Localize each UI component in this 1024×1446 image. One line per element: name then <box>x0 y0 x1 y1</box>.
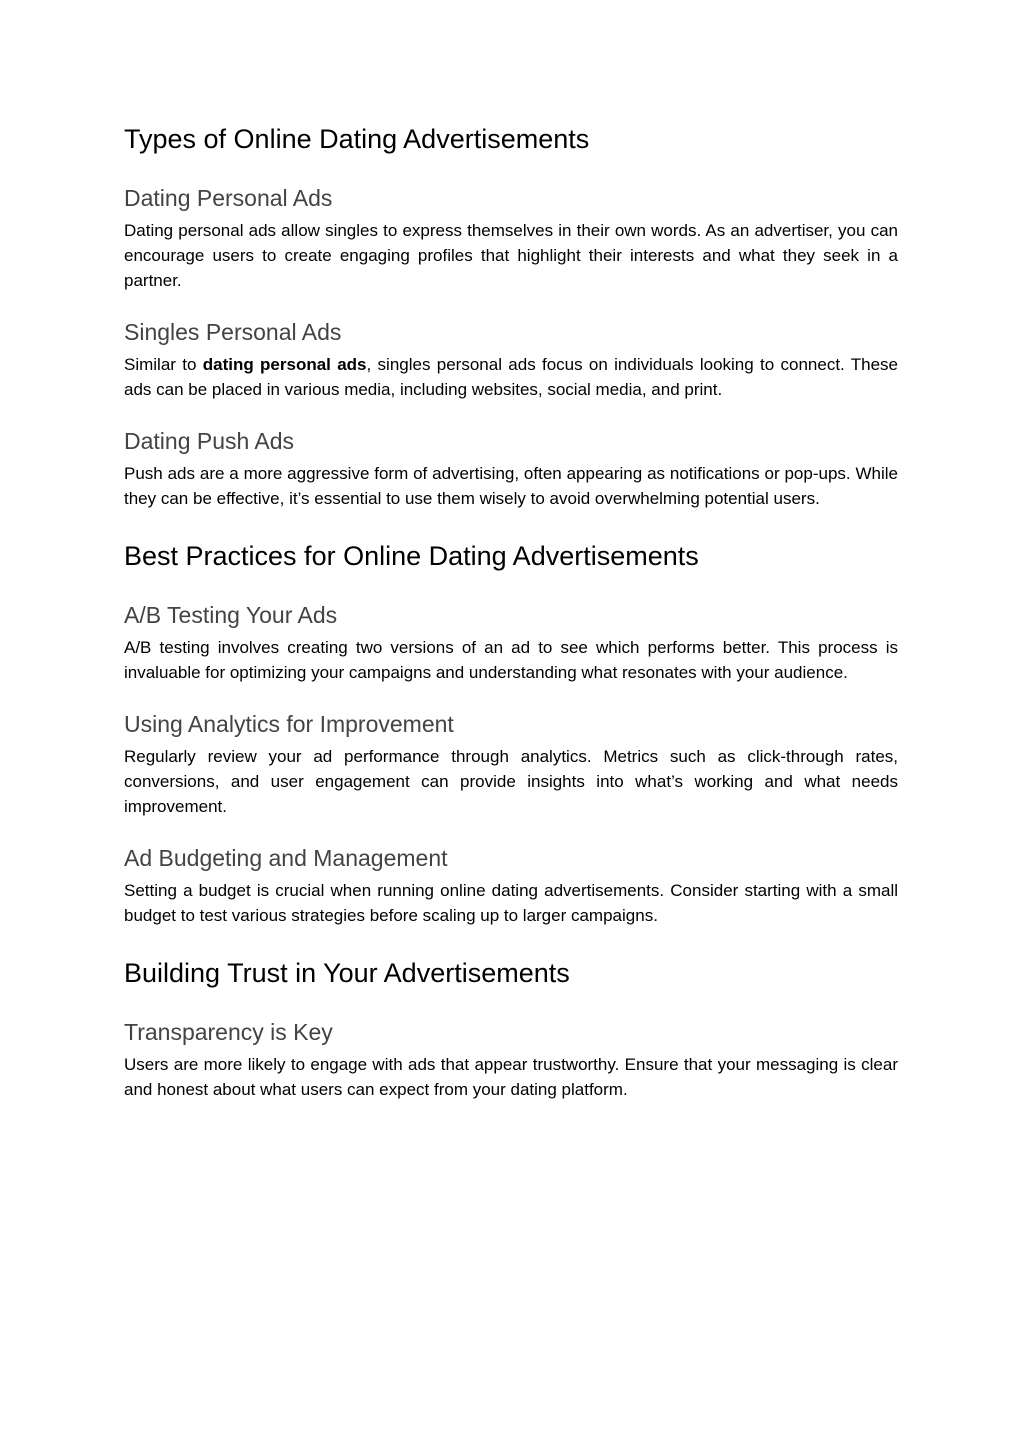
paragraph-dating-personal-ads: Dating personal ads allow singles to express themselves in their own words. As an advertiser, you can encourage users to create engaging profiles that highlight their interests and what they seek in a partner. <box>124 221 898 290</box>
subheading-budgeting: Ad Budgeting and Management <box>124 845 448 871</box>
section-heading-building-trust: Building Trust in Your Advertisements <box>124 958 570 988</box>
section-heading-best-practices: Best Practices for Online Dating Advertisements <box>124 541 699 571</box>
paragraph-ab-testing: A/B testing involves creating two versions of an ad to see which performs better. This process is invaluable for optimizing your campaigns and understanding what resonates with your audience. <box>124 638 898 682</box>
subheading-singles-personal-ads: Singles Personal Ads <box>124 319 342 345</box>
paragraph-text-after: , singles personal ads focus on individuals looking to connect. These ads can be placed in various media, including websites, social media, and print. <box>124 355 899 399</box>
subheading-transparency: Transparency is Key <box>124 1019 333 1045</box>
subheading-dating-personal-ads: Dating Personal Ads <box>124 185 333 211</box>
section-heading-types: Types of Online Dating Advertisements <box>124 124 590 154</box>
paragraph-dating-push-ads: Push ads are a more aggressive form of advertising, often appearing as notifications or pop-ups. While they can be effective, it’s essential to use them wisely to avoid overwhelming potential users. <box>124 464 898 508</box>
bold-phrase: dating personal ads <box>202 355 367 374</box>
paragraph-transparency: Users are more likely to engage with ads that appear trustworthy. Ensure that your messaging is clear and honest about what users can expect from your dating platform. <box>124 1055 898 1099</box>
document-page <box>124 120 898 1102</box>
subheading-analytics: Using Analytics for Improvement <box>124 711 454 737</box>
paragraph-text-before: Similar to <box>124 355 203 374</box>
subheading-ab-testing: A/B Testing Your Ads <box>124 602 338 628</box>
paragraph-budgeting: Setting a budget is crucial when running online dating advertisements. Consider starting with a small budget to test various strategies before scaling up to larger campaigns. <box>124 881 898 925</box>
paragraph-singles-personal-ads <box>124 352 898 402</box>
paragraph-analytics: Regularly review your ad performance through analytics. Metrics such as click-through rates, conversions, and user engagement can provide insights into what’s working and what needs improvement. <box>124 747 898 816</box>
subheading-dating-push-ads: Dating Push Ads <box>124 428 295 454</box>
